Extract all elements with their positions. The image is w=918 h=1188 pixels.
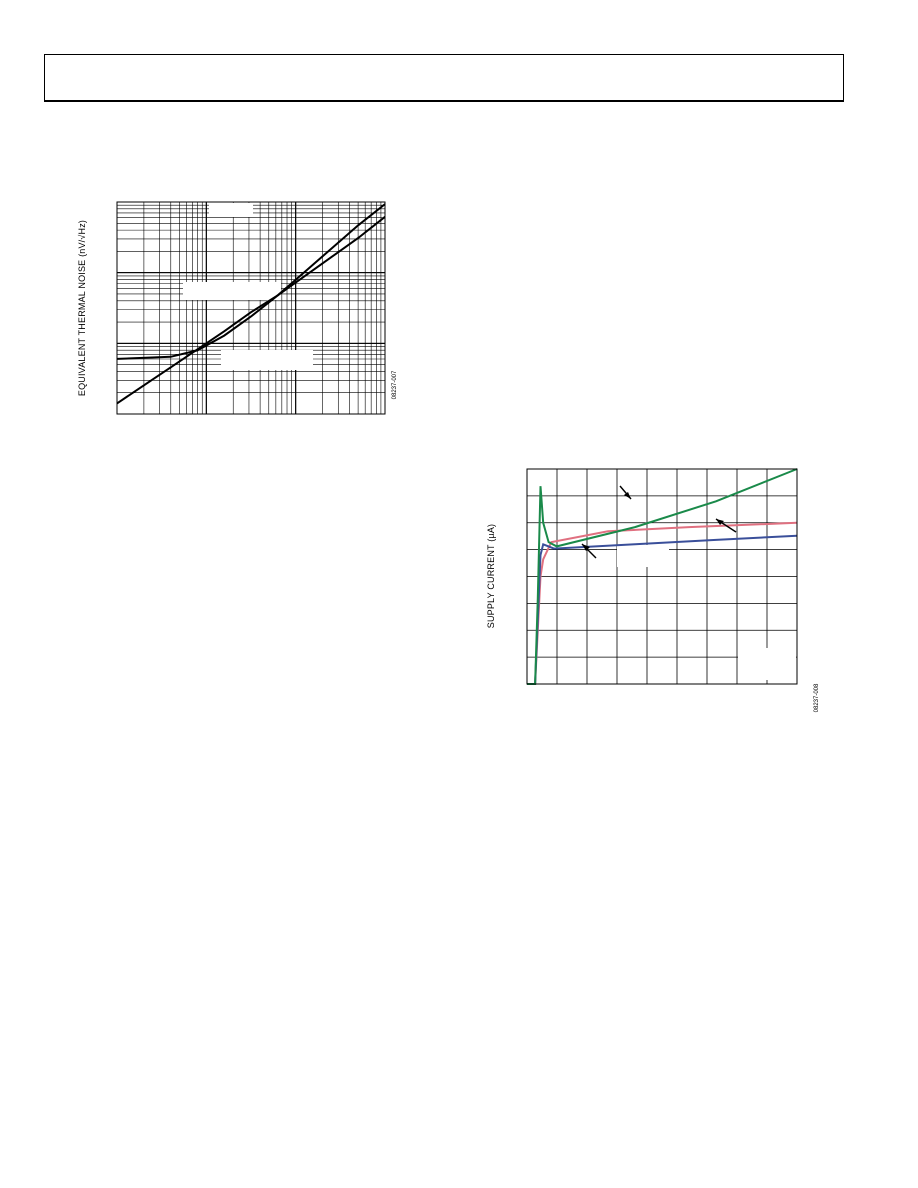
noise-y-axis-label: EQUIVALENT THERMAL NOISE (nV/√Hz) [77,219,87,397]
supply-label-mask [617,545,669,567]
thermal-noise-chart [70,195,420,425]
supply-current-svg [480,462,830,722]
noise-series-2-line [117,217,385,404]
noise-figure-id: 08237-007 [392,370,398,400]
supply-current-chart [480,462,830,722]
noise-grid [117,202,385,414]
noise-lines [117,204,385,403]
supply-legend-box [738,648,796,680]
noise-label-mask [221,350,313,370]
noise-label-mask [209,203,253,217]
supply-y-axis-label: SUPPLY CURRENT (µA) [486,523,496,629]
page-header-box [44,54,844,102]
supply-figure-id: 08237-008 [814,683,820,713]
noise-plot-frame [117,202,385,414]
thermal-noise-svg [70,195,420,425]
noise-series-1-line [117,204,385,359]
noise-label-mask [183,282,281,300]
